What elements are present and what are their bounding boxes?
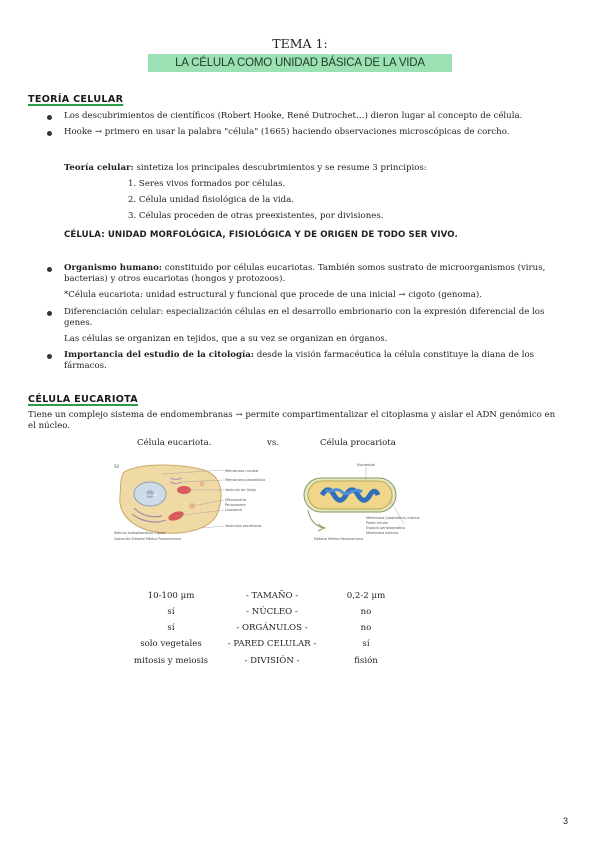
comparison-feature: - DIVISIÓN - [244, 656, 300, 666]
fig-label: Núcleo [145, 493, 158, 497]
tissues-text: Las células se organizan en tejidos, que a su vez se organizan en órganos. [64, 334, 388, 344]
bullet [47, 354, 52, 359]
comparison-feature: - PARED CELULAR - [227, 639, 317, 649]
theory-text: sintetiza los principales descubrimientos y se resume 3 principios: [133, 163, 427, 173]
page-title: TEMA 1: [272, 36, 328, 51]
fig-label: Espacio periplasmático [366, 526, 406, 530]
cell-theory-conclusion: CÉLULA: UNIDAD MORFOLÓGICA, FISIOLÓGICA Y DE ORIGEN DE TODO SER VIVO. [64, 230, 458, 240]
comparison-left: 10-100 μm [147, 591, 195, 601]
comparison-feature: - TAMAÑO - [245, 591, 299, 601]
bullet [47, 115, 52, 120]
comparison-feature: - ORGÁNULOS - [236, 623, 308, 633]
bullet [47, 131, 52, 136]
eukaryotic-cell-figure [112, 460, 266, 542]
organism-text-2: bacterias) y otros eucariotas (hongos y protozoos). [64, 274, 286, 284]
principle-1: 1. Seres vivos formados por células. [128, 179, 286, 189]
importance-label: Importancia del estudio de la citología: [64, 350, 254, 360]
organism-label: Organismo humano: [64, 263, 163, 273]
comparison-left: mitosis y meiosis [133, 656, 209, 666]
fig-label: Vesículas secretoras [225, 524, 262, 528]
column-label-prokaryote: Célula procariota [320, 438, 396, 448]
organism-text-1: constituido por células eucariotas. También somos sustrato de microorganismos (virus, [162, 263, 546, 273]
differentiation-text-2: genes. [64, 318, 93, 328]
versus-label: vs. [267, 438, 279, 448]
eukaryote-intro-1: Tiene un complejo sistema de endomembranas → permite compartimentalizar el citoplasma y aislar el ADN genómico en [28, 410, 556, 420]
column-label-eukaryote: Célula eucariota. [137, 438, 212, 448]
importance-paragraph [64, 350, 584, 361]
eukaryote-note: *Célula eucariota: unidad estructural y funcional que procede de una inicial → cigoto (genoma). [64, 290, 482, 300]
fig-label: Membrana externa [366, 531, 399, 535]
fig-credit: Editorial Médica Panamericana [314, 537, 364, 541]
page-subtitle: LA CÉLULA COMO UNIDAD BÁSICA DE LA VIDA [148, 54, 452, 72]
theory-label: Teoría celular: [64, 163, 134, 173]
eukaryote-intro-2: el núcleo. [28, 421, 71, 431]
comparison-left: solo vegetales [140, 639, 202, 649]
fig-label: Mitocondria [225, 498, 247, 502]
comparison-right: 0,2-2 μm [346, 591, 386, 601]
comparison-left: sí [167, 607, 175, 617]
fig-label: SV [114, 464, 120, 469]
theory-paragraph [64, 163, 574, 174]
fig-label: Membrana (plasmática) interna [366, 516, 420, 520]
fig-label: Retículo endoplasmático rugoso [114, 531, 166, 535]
fig-label: Vesícula de Golgi [225, 488, 256, 492]
fig-label: Membrana plasmática [225, 478, 266, 482]
bullet [47, 267, 52, 272]
fig-credit: Ilustración Editorial Médica Panamericana [114, 537, 181, 541]
fig-label: Membrana nuclear [225, 469, 259, 473]
prokaryotic-cell-figure [300, 462, 420, 542]
comparison-right: no [360, 607, 372, 617]
principle-2: 2. Célula unidad fisiológica de la vida. [128, 195, 294, 205]
comparison-right: fisión [354, 656, 378, 666]
section-heading-teoria-celular: TEORÍA CELULAR [28, 94, 124, 105]
fig-label: Peroxisoma [225, 503, 246, 507]
fig-label: Pared celular [366, 521, 389, 525]
comparison-left: sí [167, 623, 175, 633]
comparison-feature: - NÚCLEO - [246, 607, 298, 617]
fig-label: Lisosoma [225, 508, 242, 512]
bullet-text-1: Los descubrimientos de científicos (Robert Hooke, René Dutrochet…) dieron lugar al concepto de célula. [64, 111, 523, 121]
principle-3: 3. Células proceden de otras preexistentes, por divisiones. [128, 211, 384, 221]
differentiation-text-1: Diferenciación celular: especialización células en el desarrollo embrionario con la expresión diferencial de los [64, 307, 545, 317]
comparison-right: sí [362, 639, 370, 649]
page-number: 3 [563, 816, 569, 826]
importance-text-2: fármacos. [64, 361, 107, 371]
bullet [47, 311, 52, 316]
comparison-right: no [360, 623, 372, 633]
section-heading-celula-eucariota: CÉLULA EUCARIOTA [28, 394, 138, 405]
organism-paragraph [64, 263, 584, 274]
fig-label: Nucleoide [357, 463, 375, 467]
bullet-text-2: Hooke → primero en usar la palabra "célula" (1665) haciendo observaciones microscópicas de corcho. [64, 127, 510, 137]
importance-text: desde la visión farmacéutica la célula constituye la diana de los [253, 350, 535, 360]
